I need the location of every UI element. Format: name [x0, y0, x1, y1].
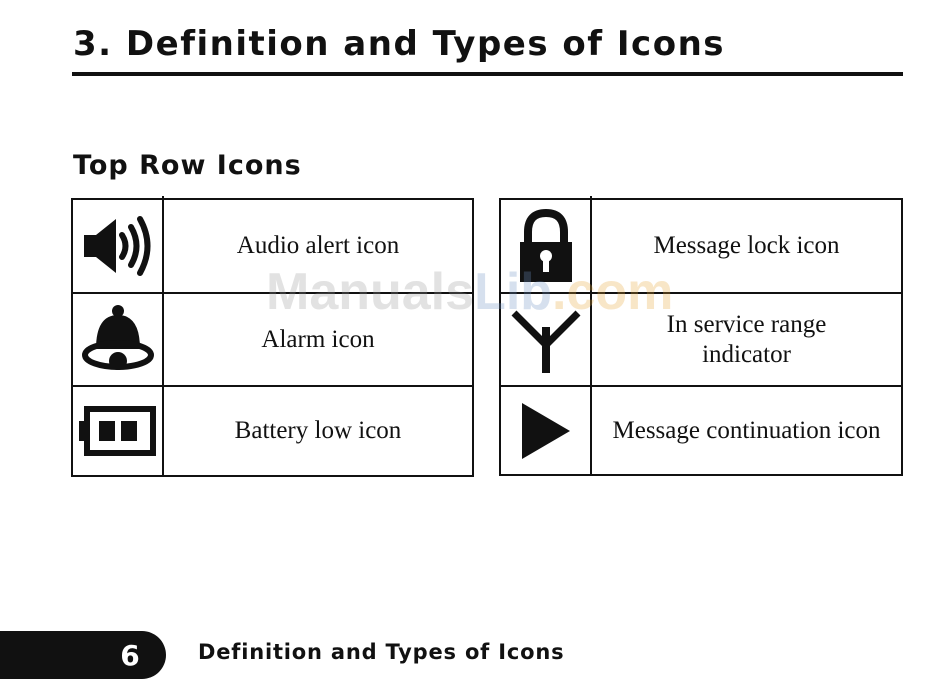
play-arrow-icon	[518, 401, 574, 461]
title-divider	[72, 72, 903, 76]
icon-cell	[73, 200, 163, 292]
antenna-icon	[508, 307, 584, 373]
left-icon-table	[71, 198, 474, 477]
page-number: 6	[120, 638, 140, 672]
table-row	[73, 292, 472, 385]
table-row	[73, 200, 472, 292]
table-row	[501, 292, 901, 385]
watermark-part: Lib	[474, 263, 553, 321]
icon-cell	[501, 387, 591, 474]
icon-label: In service range indicator	[666, 310, 827, 368]
icon-label: Message lock icon	[653, 232, 840, 259]
right-icon-table	[499, 198, 903, 476]
lock-icon	[516, 208, 576, 284]
icon-label: Message continuation icon	[612, 416, 881, 444]
bell-icon	[80, 303, 156, 377]
icon-label: Battery low icon	[234, 417, 402, 444]
icon-cell	[501, 200, 591, 292]
speaker-icon	[80, 213, 156, 279]
icon-cell	[501, 294, 591, 385]
icon-label: Alarm icon	[261, 325, 375, 353]
battery-icon	[77, 405, 159, 457]
icon-cell	[73, 387, 163, 475]
page-title: 3. Definition and Types of Icons	[73, 24, 726, 64]
table-row	[501, 200, 901, 292]
running-footer-title: Definition and Types of Icons	[198, 640, 565, 664]
watermark-part: .com	[552, 263, 674, 321]
section-heading: Top Row Icons	[73, 150, 302, 181]
icon-label: Audio alert icon	[236, 232, 400, 259]
watermark-part: Manuals	[266, 263, 475, 321]
table-row	[501, 385, 901, 474]
icon-cell	[73, 294, 163, 385]
table-row	[73, 385, 472, 475]
